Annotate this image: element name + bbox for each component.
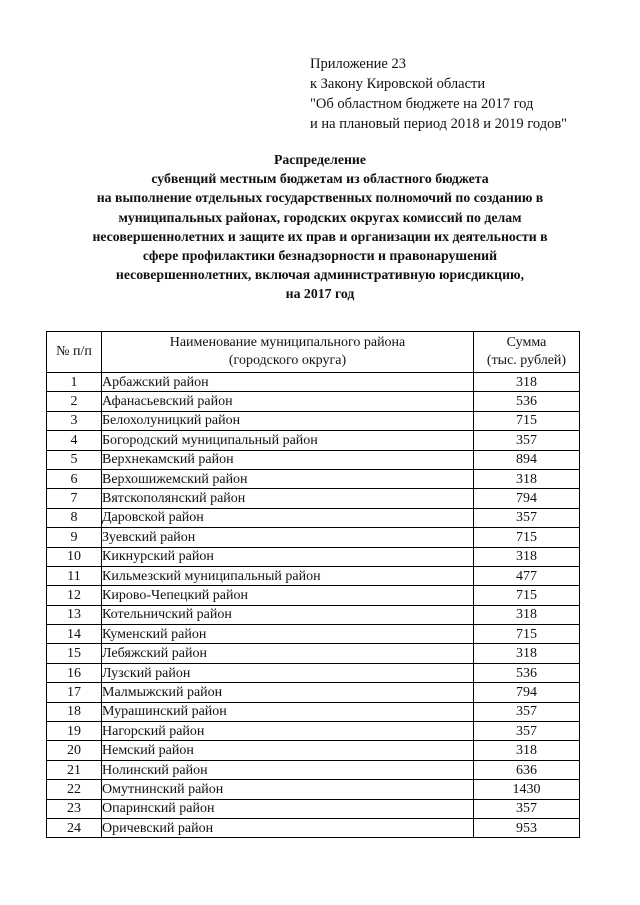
title-line-7: несовершеннолетних, включая административную юрисдикцию, (115, 267, 525, 283)
subsidy-amount: 357 (474, 799, 580, 818)
subsidy-amount: 357 (474, 431, 580, 450)
table-row (47, 373, 580, 392)
district-name: Кирово-Чепецкий район (102, 586, 474, 605)
row-number: 19 (47, 722, 102, 741)
row-number: 12 (47, 586, 102, 605)
subsidy-amount: 715 (474, 528, 580, 547)
row-number: 5 (47, 450, 102, 469)
district-name: Кикнурский район (102, 547, 474, 566)
table-row (47, 392, 580, 411)
district-name: Мурашинский район (102, 702, 474, 721)
subsidy-amount: 894 (474, 450, 580, 469)
table-row (47, 702, 580, 721)
subsidy-amount: 357 (474, 508, 580, 527)
subsidy-amount: 794 (474, 683, 580, 702)
document-title (40, 150, 600, 304)
district-name: Малмыжский район (102, 683, 474, 702)
header-sum (474, 332, 580, 373)
annex-line-1: Приложение 23 (310, 56, 406, 72)
header-name (102, 332, 474, 373)
row-number: 7 (47, 489, 102, 508)
subsidy-table (46, 331, 580, 838)
row-number: 1 (47, 373, 102, 392)
table-body (47, 373, 580, 838)
header-name-line-1: Наименование муниципального района (169, 335, 406, 350)
row-number: 3 (47, 411, 102, 430)
header-sum-line-1: Сумма (506, 335, 547, 350)
table-row (47, 528, 580, 547)
table-row (47, 644, 580, 663)
district-name: Зуевский район (102, 528, 474, 547)
table-row (47, 489, 580, 508)
subsidy-amount: 953 (474, 818, 580, 837)
table-row (47, 450, 580, 469)
header-name-line-2: (городского округа) (228, 353, 347, 368)
row-number: 20 (47, 741, 102, 760)
row-number: 8 (47, 508, 102, 527)
subsidy-amount: 318 (474, 605, 580, 624)
title-line-3: на выполнение отдельных государственных полномочий по созданию в (96, 190, 544, 206)
subsidy-amount: 318 (474, 547, 580, 566)
district-name: Верхошижемский район (102, 469, 474, 488)
district-name: Кильмезский муниципальный район (102, 566, 474, 585)
table-row (47, 469, 580, 488)
district-name: Даровской район (102, 508, 474, 527)
row-number: 9 (47, 528, 102, 547)
table-row (47, 799, 580, 818)
subsidy-amount: 794 (474, 489, 580, 508)
row-number: 23 (47, 799, 102, 818)
subsidy-amount: 318 (474, 469, 580, 488)
table-row (47, 722, 580, 741)
table-row (47, 683, 580, 702)
row-number: 13 (47, 605, 102, 624)
subsidy-amount: 318 (474, 644, 580, 663)
row-number: 14 (47, 625, 102, 644)
subsidy-amount: 636 (474, 760, 580, 779)
district-name: Лебяжский район (102, 644, 474, 663)
title-line-1: Распределение (273, 152, 366, 167)
district-name: Вятскополянский район (102, 489, 474, 508)
table-row (47, 547, 580, 566)
row-number: 11 (47, 566, 102, 585)
table-row (47, 566, 580, 585)
subsidy-amount: 715 (474, 586, 580, 605)
row-number: 4 (47, 431, 102, 450)
row-number: 22 (47, 780, 102, 799)
title-line-4: муниципальных районах, городских округах комиссий по делам (118, 209, 522, 225)
row-number: 2 (47, 392, 102, 411)
annex-line-2: к Закону Кировской области (310, 76, 486, 92)
table-row (47, 760, 580, 779)
subsidy-amount: 715 (474, 625, 580, 644)
table-row (47, 625, 580, 644)
row-number: 18 (47, 702, 102, 721)
district-name: Опаринский район (102, 799, 474, 818)
table-row (47, 605, 580, 624)
row-number: 6 (47, 469, 102, 488)
district-name: Нагорский район (102, 722, 474, 741)
district-name: Арбажский район (102, 373, 474, 392)
subsidy-amount: 536 (474, 392, 580, 411)
district-name: Богородский муниципальный район (102, 431, 474, 450)
annex-line-4: и на плановый период 2018 и 2019 годов" (310, 116, 568, 132)
district-name: Котельничский район (102, 605, 474, 624)
row-number: 21 (47, 760, 102, 779)
title-line-8: на 2017 год (285, 286, 355, 302)
district-name: Немский район (102, 741, 474, 760)
district-name: Нолинский район (102, 760, 474, 779)
header-sum-line-2: (тыс. рублей) (486, 353, 567, 368)
table-row (47, 431, 580, 450)
annex-header (310, 54, 567, 134)
title-line-6: сфере профилактики безнадзорности и правонарушений (142, 248, 498, 264)
subsidy-amount: 357 (474, 722, 580, 741)
table-row (47, 411, 580, 430)
district-name: Белохолуницкий район (102, 411, 474, 430)
subsidy-amount: 1430 (474, 780, 580, 799)
title-line-2: субвенций местным бюджетам из областного бюджета (151, 171, 489, 187)
subsidy-amount: 318 (474, 741, 580, 760)
subsidy-amount: 477 (474, 566, 580, 585)
row-number: 24 (47, 818, 102, 837)
row-number: 16 (47, 663, 102, 682)
subsidy-amount: 318 (474, 373, 580, 392)
table-row (47, 741, 580, 760)
district-name: Верхнекамский район (102, 450, 474, 469)
row-number: 15 (47, 644, 102, 663)
table-row (47, 780, 580, 799)
table-row (47, 508, 580, 527)
subsidy-amount: 715 (474, 411, 580, 430)
district-name: Омутнинский район (102, 780, 474, 799)
subsidy-amount: 536 (474, 663, 580, 682)
district-name: Куменский район (102, 625, 474, 644)
title-line-5: несовершеннолетних и защите их прав и организации их деятельности в (92, 228, 548, 244)
table-row (47, 818, 580, 837)
district-name: Афанасьевский район (102, 392, 474, 411)
table-row (47, 663, 580, 682)
subsidy-amount: 357 (474, 702, 580, 721)
district-name: Лузский район (102, 663, 474, 682)
annex-line-3: "Об областном бюджете на 2017 год (310, 96, 534, 112)
district-name: Оричевский район (102, 818, 474, 837)
table-header (47, 332, 580, 373)
row-number: 17 (47, 683, 102, 702)
table-header-row (47, 332, 580, 373)
header-num: № п/п (47, 332, 102, 373)
row-number: 10 (47, 547, 102, 566)
table-row (47, 586, 580, 605)
